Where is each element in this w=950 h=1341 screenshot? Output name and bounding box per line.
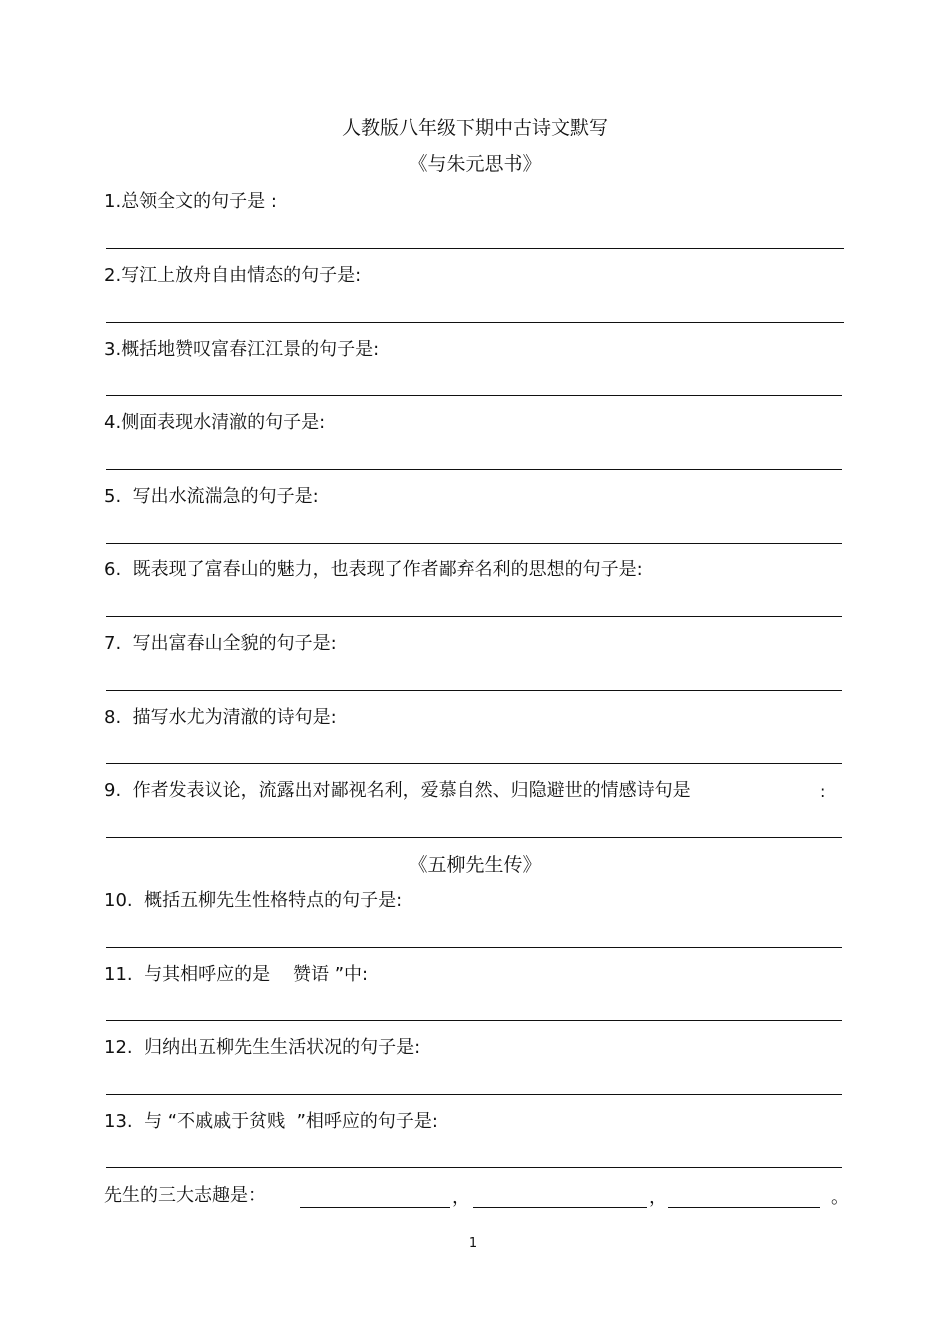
answer-line-3[interactable] (106, 395, 842, 396)
question-8 (104, 707, 337, 729)
question-number: 5. (104, 486, 122, 507)
interest-blank-3[interactable] (668, 1207, 820, 1208)
question-text: 描写水尤为清澈的诗句是: (121, 707, 337, 728)
question-number: 10. (104, 890, 133, 911)
question-13 (104, 1111, 438, 1133)
question-number: 2. (104, 265, 122, 286)
answer-line-11[interactable] (106, 1020, 842, 1021)
answer-line-1[interactable] (106, 248, 844, 249)
question-4 (104, 412, 325, 434)
answer-line-10[interactable] (106, 947, 842, 948)
question-number: 1. (104, 191, 122, 212)
question-number: 9. (104, 780, 122, 801)
question-12 (104, 1037, 420, 1059)
question-6 (104, 559, 643, 581)
answer-line-8[interactable] (106, 763, 842, 764)
question-2 (104, 265, 361, 287)
question-3 (104, 339, 379, 361)
answer-line-7[interactable] (106, 690, 842, 691)
question-text: 总领全文的句子是 : (121, 191, 277, 212)
interest-blank-2[interactable] (473, 1207, 647, 1208)
period-mark: 。 (831, 1187, 849, 1208)
answer-line-9[interactable] (106, 837, 842, 838)
question-text: 作者发表议论，流露出对鄙视名利，爱慕自然、归隐避世的情感诗句是 (121, 780, 691, 801)
question-1 (104, 191, 277, 213)
answer-line-2[interactable] (106, 322, 844, 323)
question-9 (104, 780, 691, 802)
answer-line-12[interactable] (106, 1094, 842, 1095)
question-number: 6. (104, 559, 122, 580)
question-number: 4. (104, 412, 122, 433)
question-5 (104, 486, 319, 508)
question-text: 概括地赞叹富春江江景的句子是: (121, 339, 380, 360)
document-title: 人教版八年级下期中古诗文默写 (341, 117, 608, 139)
three-interests-label: 先生的三大志趣是： (104, 1185, 266, 1206)
question-text: 归纳出五柳先生生活状况的句子是: (132, 1037, 421, 1058)
question-10 (104, 890, 402, 912)
question-text: 概括五柳先生性格特点的句子是: (132, 890, 403, 911)
question-text: 写出富春山全貌的句子是: (121, 633, 337, 654)
section-title-yu-zhu-yuan-si-shu: 《与朱元思书》 (408, 153, 542, 175)
question-9-trailing-colon: : (820, 782, 826, 801)
question-number: 8. (104, 707, 122, 728)
question-text: 写出水流湍急的句子是: (121, 486, 319, 507)
question-number: 12. (104, 1037, 133, 1058)
interest-blank-1[interactable] (300, 1207, 450, 1208)
question-7 (104, 633, 337, 655)
question-11 (104, 964, 368, 986)
answer-line-4[interactable] (106, 469, 842, 470)
question-text: 写江上放舟自由情态的句子是: (121, 265, 362, 286)
page-number: 1 (468, 1236, 478, 1251)
answer-line-13[interactable] (106, 1167, 842, 1168)
question-number: 11. (104, 964, 133, 985)
question-text: 与其相呼应的是 赞语 ”中: (132, 964, 369, 985)
question-text: 侧面表现水清澈的句子是: (121, 412, 326, 433)
answer-line-5[interactable] (106, 543, 842, 544)
question-text: 与 “不戚戚于贫贱 ”相呼应的句子是: (132, 1111, 438, 1132)
question-number: 13. (104, 1111, 133, 1132)
section-title-wu-liu-xian-sheng-zhuan: 《五柳先生传》 (408, 854, 542, 876)
comma-separator: ， (452, 1187, 470, 1208)
comma-separator: ， (649, 1187, 667, 1208)
question-number: 3. (104, 339, 122, 360)
question-number: 7. (104, 633, 122, 654)
question-text: 既表现了富春山的魅力，也表现了作者鄙弃名利的思想的句子是: (121, 559, 643, 580)
answer-line-6[interactable] (106, 616, 842, 617)
